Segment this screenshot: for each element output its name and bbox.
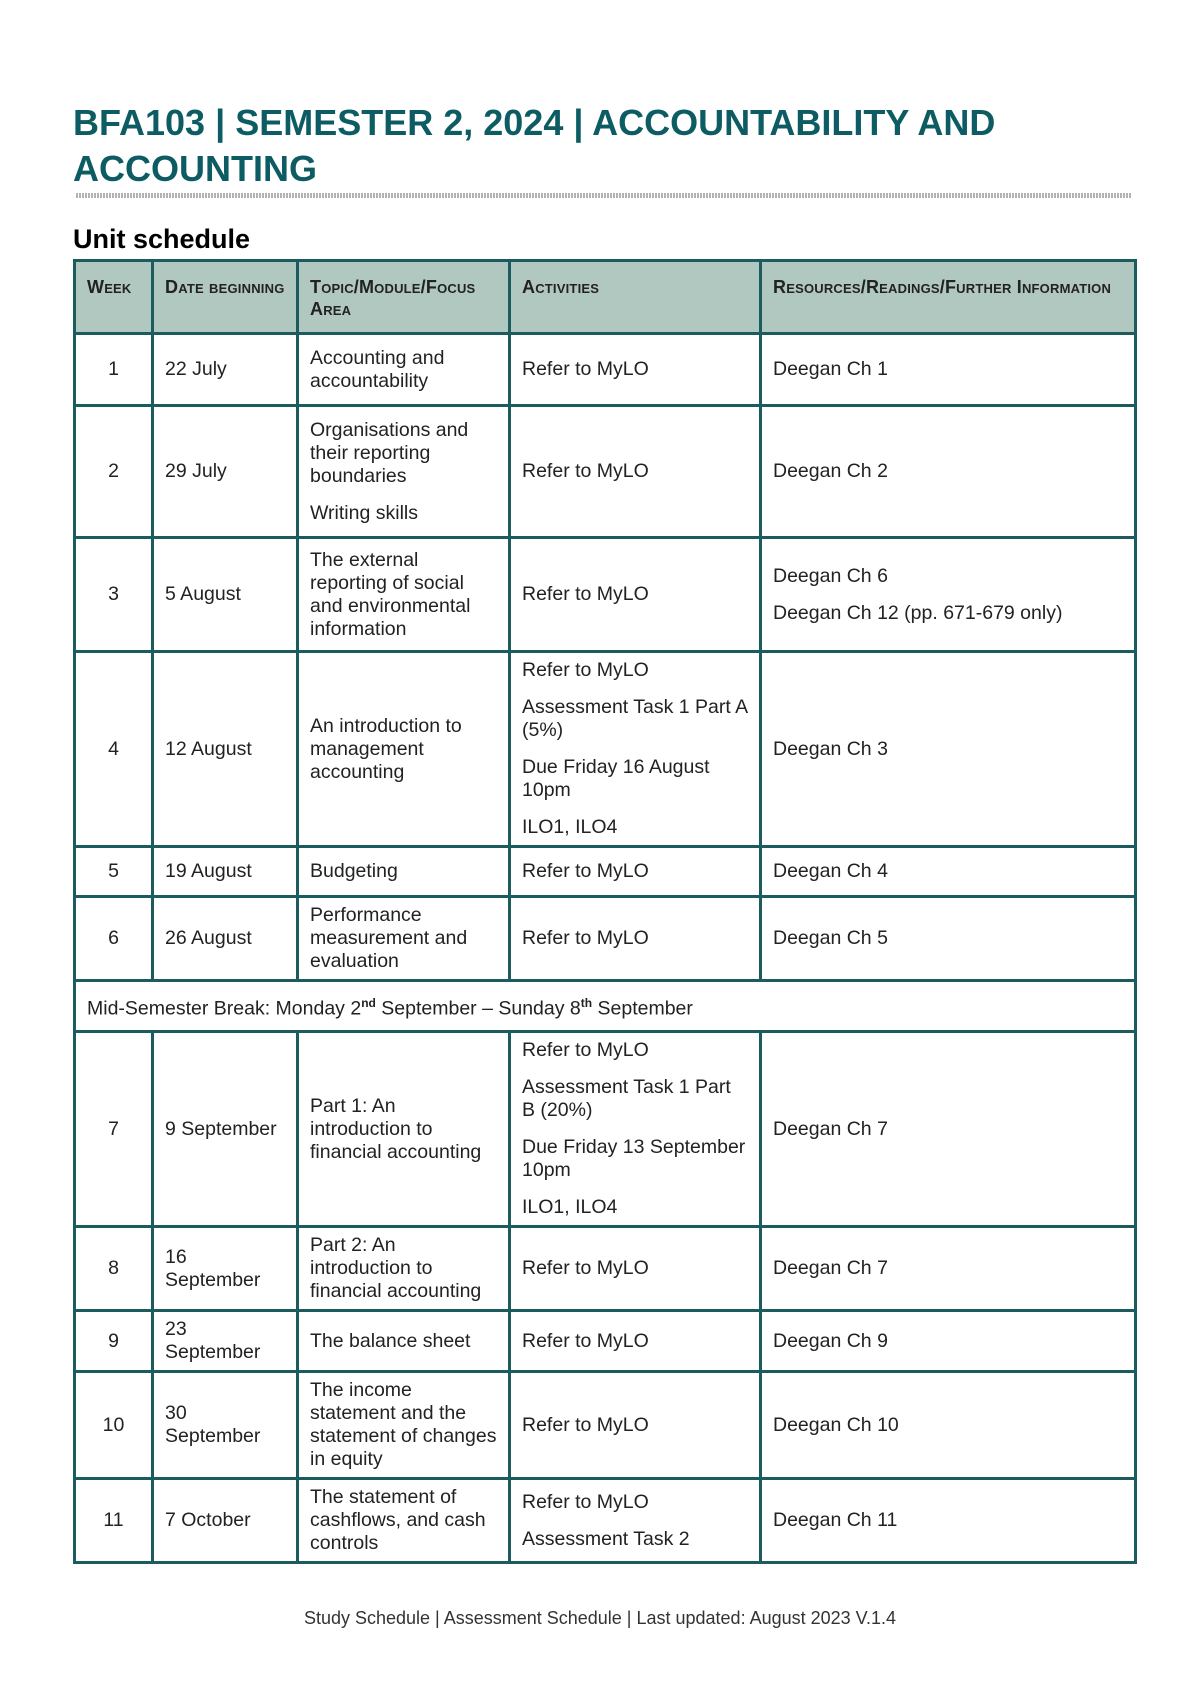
table-row <box>75 1372 1136 1479</box>
table-row <box>75 847 1136 897</box>
unit-name: ACCOUNTABILITY AND ACCOUNTING <box>73 102 996 189</box>
resources-cell <box>761 847 1136 897</box>
topic-cell-line: Organisations and their reporting boundaries <box>310 418 469 487</box>
activities-cell <box>510 652 761 847</box>
topic-cell-line: Part 2: An introduction to financial accounting <box>310 1234 482 1302</box>
resources-cell <box>761 538 1136 652</box>
week-cell: 8 <box>75 1227 153 1311</box>
mid-semester-break-row <box>75 981 1136 1032</box>
title-separator: | <box>573 102 584 143</box>
activities-cell-line: Refer to MyLO <box>522 583 649 605</box>
title-separator: | <box>215 102 226 143</box>
topic-cell <box>298 897 510 981</box>
break-text-middle: September – Sunday 8 <box>375 997 581 1020</box>
date-cell: 7 October <box>153 1479 298 1563</box>
resources-cell-line: Deegan Ch 11 <box>773 1509 898 1531</box>
week-cell: 9 <box>75 1311 153 1372</box>
resources-cell-line: Deegan Ch 10 <box>773 1413 899 1436</box>
activities-cell <box>510 1311 761 1372</box>
table-row <box>75 406 1136 538</box>
activities-cell-line: Refer to MyLO <box>522 1257 649 1279</box>
resources-cell-line: Deegan Ch 5 <box>773 927 888 949</box>
resources-cell-line: Deegan Ch 9 <box>773 1329 888 1352</box>
break-ordinal-end: th <box>580 995 593 1010</box>
date-cell: 19 August <box>153 847 298 897</box>
topic-cell-line: An introduction to management accounting <box>310 714 462 783</box>
unit-schedule-table <box>73 259 1137 1564</box>
topic-cell <box>298 334 510 406</box>
resources-cell <box>761 897 1136 981</box>
table-row <box>75 1479 1136 1563</box>
activities-cell-line: Refer to MyLO <box>522 1039 649 1061</box>
resources-cell-line: Deegan Ch 7 <box>773 1257 888 1279</box>
break-text-prefix: Mid-Semester Break: Monday 2 <box>87 997 362 1020</box>
activities-cell <box>510 538 761 652</box>
mid-semester-break-cell <box>75 981 1136 1032</box>
activities-cell-line: Assessment Task 2 <box>522 1527 690 1550</box>
activities-cell <box>510 1372 761 1479</box>
date-cell: 5 August <box>153 538 298 652</box>
week-cell: 10 <box>75 1372 153 1479</box>
week-cell: 3 <box>75 538 153 652</box>
activities-cell-line: Due Friday 16 August 10pm <box>522 756 710 801</box>
week-cell: 5 <box>75 847 153 897</box>
section-heading: Unit schedule <box>73 224 251 254</box>
topic-cell-line: The external reporting of social and environmental information <box>310 548 471 640</box>
topic-cell <box>298 1032 510 1227</box>
resources-cell-line: Deegan Ch 3 <box>773 737 888 760</box>
topic-cell <box>298 406 510 538</box>
table-row <box>75 1227 1136 1311</box>
activities-cell-line: Refer to MyLO <box>522 358 649 380</box>
topic-cell <box>298 1311 510 1372</box>
topic-cell-line: Writing skills <box>310 501 418 524</box>
date-cell: 16 September <box>153 1227 298 1311</box>
date-cell: 26 August <box>153 897 298 981</box>
activities-cell-line: Refer to MyLO <box>522 659 649 681</box>
week-cell: 6 <box>75 897 153 981</box>
table-row <box>75 897 1136 981</box>
unit-code: BFA103 <box>73 102 206 143</box>
resources-cell-line: Deegan Ch 4 <box>773 860 888 882</box>
table-row <box>75 1311 1136 1372</box>
page-footer: Study Schedule | Assessment Schedule | Last updated: August 2023 V.1.4 <box>303 1608 897 1628</box>
date-cell: 29 July <box>153 406 298 538</box>
topic-cell-line: Accounting and accountability <box>310 346 445 392</box>
column-header-week: Week <box>75 261 153 334</box>
resources-cell <box>761 1032 1136 1227</box>
column-header-topic: Topic/Module/Focus Area <box>298 261 510 334</box>
week-cell: 2 <box>75 406 153 538</box>
topic-cell <box>298 1479 510 1563</box>
activities-cell-line: Refer to MyLO <box>522 460 649 482</box>
resources-cell <box>761 334 1136 406</box>
break-ordinal-start: nd <box>361 995 376 1010</box>
resources-cell <box>761 1227 1136 1311</box>
topic-cell-line: The income statement and the statement of changes in equity <box>310 1379 497 1470</box>
date-cell: 23 September <box>153 1311 298 1372</box>
topic-cell-line: Budgeting <box>310 860 398 882</box>
activities-cell-line: Refer to MyLO <box>522 927 649 949</box>
title-divider <box>76 193 1132 198</box>
activities-cell-line: ILO1, ILO4 <box>522 816 618 838</box>
activities-cell-line: Assessment Task 1 Part A (5%) <box>522 696 748 741</box>
activities-cell <box>510 1032 761 1227</box>
activities-cell <box>510 1227 761 1311</box>
resources-cell-line: Deegan Ch 2 <box>773 460 888 482</box>
activities-cell-line: Refer to MyLO <box>522 1490 649 1513</box>
resources-cell <box>761 406 1136 538</box>
topic-cell <box>298 1227 510 1311</box>
activities-cell <box>510 1479 761 1563</box>
resources-cell-line: Deegan Ch 12 (pp. 671-679 only) <box>773 601 1063 624</box>
activities-cell <box>510 847 761 897</box>
week-cell: 4 <box>75 652 153 847</box>
activities-cell-line: Refer to MyLO <box>522 1329 649 1352</box>
table-row <box>75 538 1136 652</box>
activities-cell-line: Due Friday 13 September 10pm <box>522 1136 746 1181</box>
topic-cell <box>298 538 510 652</box>
resources-cell <box>761 1311 1136 1372</box>
column-header-activities: Activities <box>510 261 761 334</box>
table-body <box>75 334 1136 1563</box>
resources-cell <box>761 1479 1136 1563</box>
resources-cell-line: Deegan Ch 6 <box>773 564 888 587</box>
table-row <box>75 334 1136 406</box>
week-cell: 11 <box>75 1479 153 1563</box>
date-cell: 9 September <box>153 1032 298 1227</box>
date-cell: 30 September <box>153 1372 298 1479</box>
topic-cell-line: The statement of cashflows, and cash controls <box>310 1486 486 1554</box>
date-cell: 22 July <box>153 334 298 406</box>
table-row <box>75 1032 1136 1227</box>
column-header-date: Date beginning <box>153 261 298 334</box>
activities-cell-line: Refer to MyLO <box>522 860 649 882</box>
activities-cell <box>510 334 761 406</box>
topic-cell <box>298 652 510 847</box>
topic-cell <box>298 847 510 897</box>
break-text-suffix: September <box>592 997 693 1020</box>
activities-cell-line: ILO1, ILO4 <box>522 1196 618 1218</box>
activities-cell-line: Assessment Task 1 Part B (20%) <box>522 1076 731 1121</box>
activities-cell-line: Refer to MyLO <box>522 1413 649 1436</box>
table-header-row <box>75 261 1136 334</box>
week-cell: 7 <box>75 1032 153 1227</box>
activities-cell <box>510 406 761 538</box>
date-cell: 12 August <box>153 652 298 847</box>
resources-cell-line: Deegan Ch 7 <box>773 1117 888 1140</box>
topic-cell-line: Part 1: An introduction to financial accounting <box>310 1094 482 1163</box>
resources-cell <box>761 652 1136 847</box>
activities-cell <box>510 897 761 981</box>
column-header-resources: Resources/Readings/Further Information <box>761 261 1136 334</box>
semester-label: SEMESTER 2, 2024 <box>235 102 564 143</box>
resources-cell <box>761 1372 1136 1479</box>
table-row <box>75 652 1136 847</box>
week-cell: 1 <box>75 334 153 406</box>
topic-cell <box>298 1372 510 1479</box>
document-title <box>73 100 1133 192</box>
topic-cell-line: The balance sheet <box>310 1329 471 1352</box>
resources-cell-line: Deegan Ch 1 <box>773 358 888 380</box>
topic-cell-line: Performance measurement and evaluation <box>310 904 468 972</box>
